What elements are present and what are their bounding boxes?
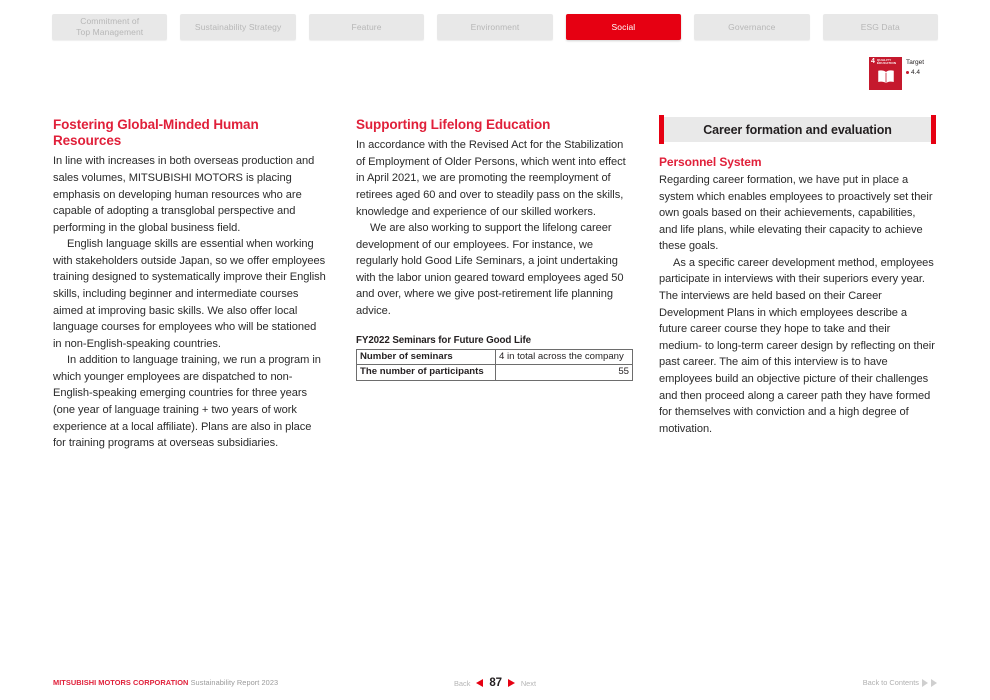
paragraph: As a specific career development method, employees participate in interviews with their superiors every year. The interviews are held based on their Career Development Plans in which employees describe a future career course they hope to take and their medium- to long-term career design by reflecting on their past career. The aim of this interview is to have employees build an objective picture of their challenges and then proceed along a career path they have formed for themselves with conviction and a high degree of motivation. bbox=[659, 256, 935, 435]
table-fy2022-seminars bbox=[356, 349, 633, 382]
tab-sustainability-strategy[interactable] bbox=[180, 14, 295, 40]
paragraph: We are also working to support the lifelong career development of our employees. For instance, we regularly hold Good Life Seminars, a joint undertaking with the labor union geared toward employees aged 50 and over, where we give post-retirement life planning advice. bbox=[356, 222, 624, 317]
pagination-controls bbox=[0, 677, 990, 689]
banner-title: Career formation and evaluation bbox=[703, 122, 892, 137]
sdg-number: 4 bbox=[871, 58, 875, 65]
tab-label: Governance bbox=[728, 21, 776, 32]
column-middle bbox=[356, 117, 629, 381]
sdg-target-value: 4.4 bbox=[911, 68, 921, 76]
table-row bbox=[357, 365, 633, 381]
table-caption: FY2022 Seminars for Future Good Life bbox=[356, 334, 531, 346]
back-to-contents-label: Back to Contents bbox=[862, 678, 919, 687]
paragraph: In addition to language training, we run a program in which younger employees are dispatched to non-English-speaking emerging countries for three years (one year of language training + two years of work experience at a local affiliate). Plans are also in place for training programs at overseas subsidiaries. bbox=[53, 354, 321, 450]
table-cell-key: The number of participants bbox=[357, 365, 496, 381]
banner-career-formation-and-evaluation bbox=[659, 117, 936, 142]
sdg-target-block bbox=[906, 57, 924, 78]
tab-social[interactable] bbox=[566, 14, 681, 40]
next-label[interactable]: Next bbox=[520, 678, 537, 688]
back-arrow-icon[interactable] bbox=[476, 679, 483, 687]
open-book-icon bbox=[877, 69, 895, 84]
column-right bbox=[659, 117, 936, 437]
tab-environment[interactable] bbox=[437, 14, 552, 40]
sdg-title bbox=[877, 59, 901, 66]
sdg-badge bbox=[869, 57, 924, 90]
sdg-target-label: Target bbox=[906, 59, 925, 66]
column-left bbox=[53, 117, 326, 452]
footer-company-name: MITSUBISHI MOTORS CORPORATION bbox=[53, 678, 189, 687]
table-cell-key: Number of seminars bbox=[357, 349, 496, 365]
sdg-target-row bbox=[906, 68, 924, 78]
tab-label: Sustainability Strategy bbox=[194, 21, 282, 32]
paragraph: In line with increases in both overseas production and sales volumes, MITSUBISHI MOTORS is placing emphasis on developing human resources who are capable of adopting a transglobal perspective and performing in the global business field. bbox=[53, 155, 315, 234]
tab-label-line1: Commitment of bbox=[80, 15, 140, 26]
sdg-title-line2: EDUCATION bbox=[877, 60, 897, 65]
next-arrow-icon[interactable] bbox=[508, 679, 515, 687]
tab-label: ESG Data bbox=[860, 21, 900, 32]
tab-commitment-of-top-management[interactable] bbox=[52, 14, 167, 40]
page-number: 87 bbox=[489, 677, 502, 689]
table-cell-value: 55 bbox=[496, 365, 633, 381]
tab-label-line2: Top Management bbox=[76, 27, 144, 37]
section-heading-personnel-system: Personnel System bbox=[659, 155, 762, 169]
back-label[interactable]: Back bbox=[453, 678, 471, 688]
tab-label: Environment bbox=[470, 21, 520, 32]
paragraph: English language skills are essential when working with stakeholders outside Japan, so we offer employees training designed to systematically improve their English skills, including beginner and intermediate courses aimed at improving basic skills. We also offer local language courses for employees who will be stationed in non-English-speaking countries. bbox=[53, 238, 326, 350]
section-heading-supporting-lifelong-education: Supporting Lifelong Education bbox=[356, 117, 551, 132]
tab-governance[interactable] bbox=[694, 14, 809, 40]
table-cell-value: 4 in total across the company bbox=[496, 349, 633, 365]
tab-label: Feature bbox=[351, 21, 382, 32]
table-row bbox=[357, 349, 633, 365]
paragraph: In accordance with the Revised Act for the Stabilization of Employment of Older Persons, which went into effect in April 2021, we are promoting the reemployment of retirees aged 60 and over to steadily pass on the skills, knowledge and experience of our skilled workers. bbox=[356, 139, 626, 218]
tab-esg-data[interactable] bbox=[823, 14, 938, 40]
footer-report-name: Sustainability Report 2023 bbox=[190, 678, 279, 687]
paragraph: Regarding career formation, we have put in place a system which enables employees to proactively set their own goals based on their achievements, capabilities, and life plans, while elevating their capacity to achieve these goals. bbox=[659, 174, 933, 253]
tab-label bbox=[76, 16, 143, 38]
chevron-right-icon bbox=[931, 679, 937, 687]
tab-label: Social bbox=[611, 21, 636, 32]
bullet-dot-icon bbox=[906, 71, 909, 74]
back-to-contents-link[interactable] bbox=[863, 678, 937, 687]
tab-feature[interactable] bbox=[309, 14, 424, 40]
chevron-right-icon bbox=[922, 679, 928, 687]
section-heading-fostering-global-minded-human-resources: Fostering Global-Minded Human Resources bbox=[53, 117, 259, 149]
section-tab-navigation bbox=[52, 14, 938, 40]
sdg-tile-quality-education bbox=[869, 57, 902, 90]
sdg-title-line1: QUALITY bbox=[877, 57, 892, 62]
